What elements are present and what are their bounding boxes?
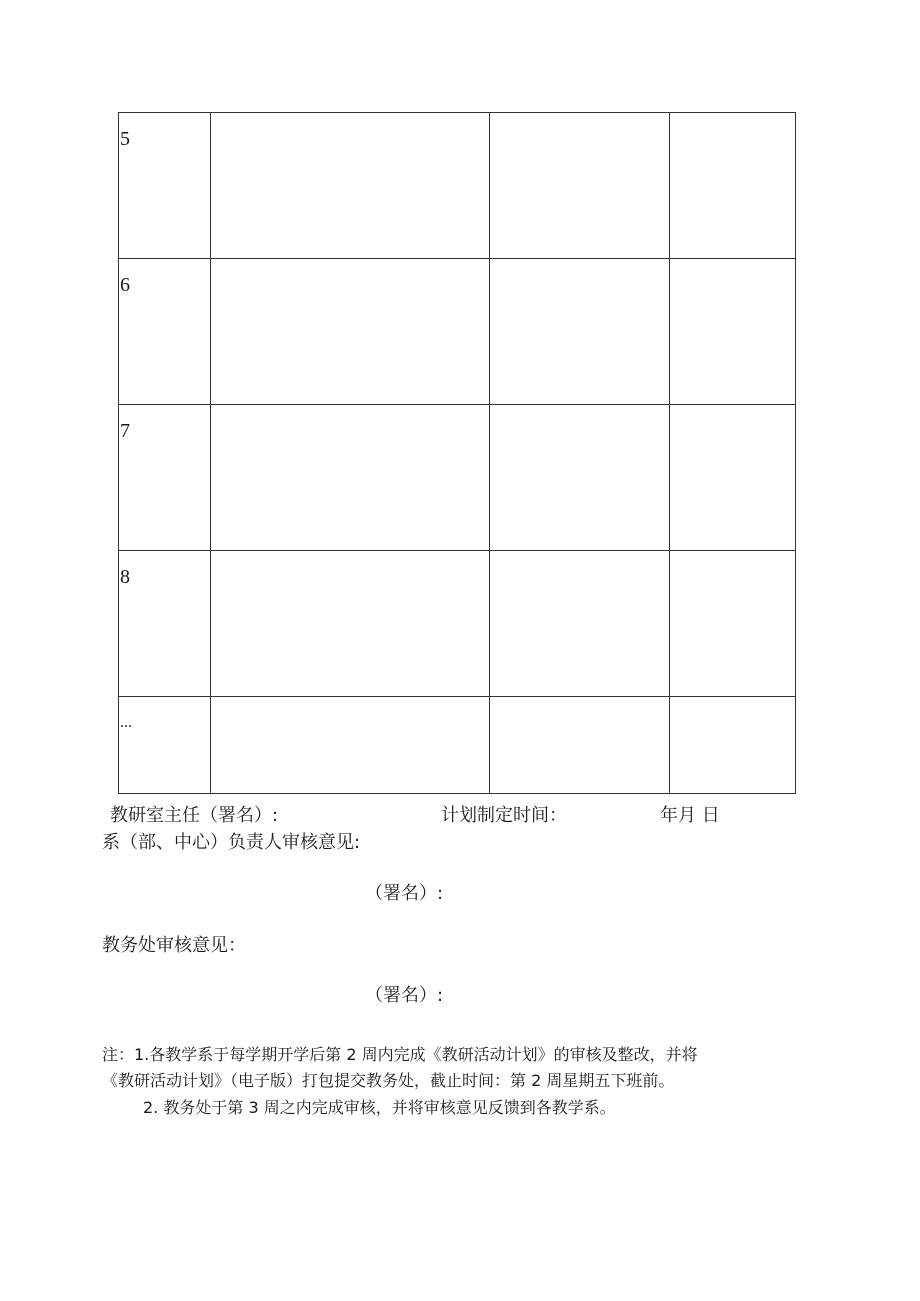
table-cell bbox=[670, 259, 796, 405]
table-cell bbox=[211, 405, 490, 551]
table-row bbox=[119, 697, 796, 794]
note-line-2: 《教研活动计划》（电子版）打包提交教务处，截止时间：第 2 周星期五下班前。 bbox=[102, 1071, 675, 1090]
academic-review-label: 教务处审核意见： bbox=[102, 935, 246, 956]
row-number: 6 bbox=[120, 274, 130, 296]
row-number: 7 bbox=[120, 420, 130, 442]
table-cell bbox=[490, 551, 670, 697]
row-number-cell bbox=[119, 259, 211, 405]
dept-review-label: 系（部、中心）负责人审核意见: bbox=[102, 832, 361, 853]
table-row bbox=[119, 551, 796, 697]
table-cell bbox=[670, 113, 796, 259]
table-cell bbox=[670, 697, 796, 794]
plan-time-label: 计划制定时间： bbox=[441, 805, 567, 826]
row-number-cell bbox=[119, 551, 211, 697]
date-label: 年月 日 bbox=[660, 805, 720, 826]
row-number-cell bbox=[119, 697, 211, 794]
table-row bbox=[119, 259, 796, 405]
table-cell bbox=[211, 113, 490, 259]
note-line-1: 注：1.各教学系于每学期开学后第 2 周内完成《教研活动计划》的审核及整改，并将 bbox=[102, 1045, 698, 1064]
note-line-3: 2. 教务处于第 3 周之内完成审核，并将审核意见反馈到各教学系。 bbox=[143, 1098, 616, 1117]
dept-signature-label: （署名）: bbox=[365, 883, 444, 904]
table-cell bbox=[490, 405, 670, 551]
director-signature-label: 教研室主任（署名）: bbox=[110, 805, 279, 826]
table-cell bbox=[211, 697, 490, 794]
table-cell bbox=[670, 405, 796, 551]
table-cell bbox=[490, 259, 670, 405]
row-number-cell bbox=[119, 405, 211, 551]
table-cell bbox=[670, 551, 796, 697]
table-cell bbox=[211, 259, 490, 405]
table-cell bbox=[490, 697, 670, 794]
academic-signature-label: （署名）: bbox=[365, 985, 444, 1006]
table-row bbox=[119, 113, 796, 259]
table-cell bbox=[211, 551, 490, 697]
row-number-cell bbox=[119, 113, 211, 259]
table-cell bbox=[490, 113, 670, 259]
row-number: 5 bbox=[120, 128, 130, 150]
activity-plan-table bbox=[118, 112, 796, 794]
row-number: 8 bbox=[120, 566, 130, 588]
table-row bbox=[119, 405, 796, 551]
row-number: ... bbox=[120, 714, 132, 731]
